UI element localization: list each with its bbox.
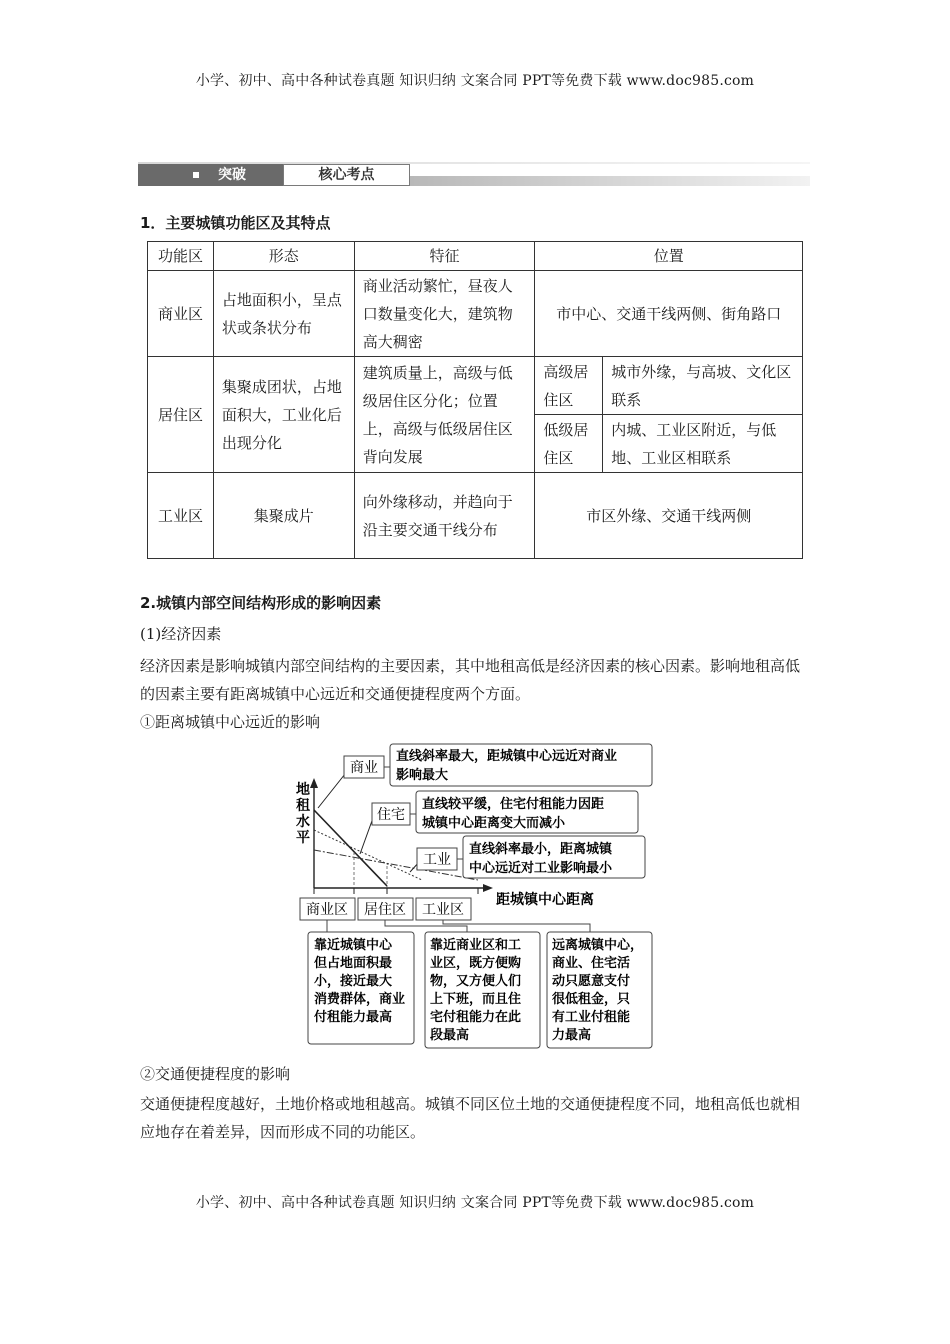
residential-note-line2: 城镇中心距离变大而减小 — [422, 816, 566, 831]
subsection-economic: (1)经济因素 — [140, 625, 222, 643]
zone-desc-connectors — [327, 920, 590, 932]
square-bullet-icon — [193, 172, 199, 178]
section-banner — [138, 162, 810, 190]
residential-rent-line — [314, 830, 422, 880]
zone-residential-label: 居住区 — [364, 902, 406, 918]
header-cell: 功能区 — [148, 242, 214, 271]
form-cell: 集聚成片 — [213, 473, 354, 559]
sub-zone-cell: 高级居住区 — [535, 357, 603, 415]
residential-note-line1: 直线较平缓，住宅付租能力因距 — [422, 797, 605, 812]
desc-line: 小，接近最大 — [314, 974, 393, 989]
feature-cell: 商业活动繁忙，昼夜人口数量变化大，建筑物高大稠密 — [354, 271, 535, 357]
header-cell: 形态 — [213, 242, 354, 271]
x-axis-label: 距城镇中心距离 — [496, 892, 594, 908]
location-cell: 市区外缘、交通干线两侧 — [535, 473, 803, 559]
feature-cell: 建筑质量上，高级与低级居住区分化；位置上，高级与低级居住区背向发展 — [354, 357, 535, 473]
paragraph-economic: 经济因素是影响城镇内部空间结构的主要因素，其中地租高低是经济因素的核心因素。影响地租高低的因素主要有距离城镇中心远近和交通便捷程度两个方面。 — [140, 657, 801, 703]
header-cell: 特征 — [354, 242, 535, 271]
commercial-label: 商业 — [350, 760, 378, 776]
function-zone-table — [147, 241, 803, 559]
y-axis-label-char-1: 地 — [296, 782, 310, 798]
desc-line: 商业、住宅活 — [552, 956, 631, 971]
item-distance: ①距离城镇中心远近的影响 — [140, 713, 321, 731]
banner-dark-label: 突破 — [218, 167, 246, 183]
x-axis-arrow-icon — [483, 884, 493, 892]
zone-name-cell: 商业区 — [148, 271, 214, 357]
sub-zone-cell: 低级居住区 — [535, 415, 603, 473]
feature-cell: 向外缘移动，并趋向于沿主要交通干线分布 — [354, 473, 535, 559]
desc-line: 很低租金，只 — [552, 992, 631, 1007]
page-footer: 小学、初中、高中各种试卷真题 知识归纳 文案合同 PPT等免费下载 www.doc985.com — [195, 1195, 755, 1211]
residential-label: 住宅 — [377, 807, 405, 823]
industrial-note-line1: 直线斜率最小，距离城镇 — [469, 842, 613, 857]
commercial-note-line1: 直线斜率最大，距城镇中心远近对商业 — [396, 749, 618, 764]
item-traffic: ②交通便捷程度的影响 — [140, 1065, 291, 1083]
desc-line: 物，又方便人们 — [430, 974, 522, 989]
location-cell: 城市外缘，与高坡、文化区联系 — [603, 357, 803, 415]
desc-line: 靠近商业区和工 — [430, 938, 522, 953]
table-row — [148, 357, 803, 415]
form-cell: 占地面积小，呈点状或条状分布 — [213, 271, 354, 357]
page-header: 小学、初中、高中各种试卷真题 知识归纳 文案合同 PPT等免费下载 www.doc985.com — [195, 73, 755, 89]
zone-commercial-label: 商业区 — [306, 902, 348, 918]
commercial-note-line2: 影响最大 — [396, 768, 449, 783]
table-header-row — [148, 242, 803, 271]
table-row — [148, 473, 803, 559]
desc-line: 远离城镇中心， — [552, 938, 644, 953]
table-row — [148, 271, 803, 357]
desc-line: 付租能力最高 — [314, 1010, 393, 1025]
section1-title: 1．主要城镇功能区及其特点 — [140, 214, 331, 232]
y-axis-label-char-3: 水 — [296, 814, 310, 830]
industrial-note-line2: 中心远近对工业影响最小 — [469, 861, 613, 876]
desc-line: 靠近城镇中心 — [314, 938, 393, 953]
zone-name-cell: 居住区 — [148, 357, 214, 473]
y-axis-label — [296, 781, 315, 846]
desc-line: 宅付租能力在此 — [430, 1010, 522, 1025]
location-cell: 内城、工业区附近，与低地、工业区相联系 — [603, 415, 803, 473]
location-cell: 市中心、交通干线两侧、街角路口 — [535, 271, 803, 357]
y-axis-label-char-2: 租 — [296, 798, 310, 814]
desc-line: 上下班，而且住 — [430, 992, 522, 1007]
residential-leader — [360, 818, 373, 854]
form-cell: 集聚成团状，占地面积大，工业化后出现分化 — [213, 357, 354, 473]
zone-name-cell: 工业区 — [148, 473, 214, 559]
desc-line: 动只愿意支付 — [552, 974, 631, 989]
banner-dark-tab — [138, 164, 283, 186]
desc-line: 业区，既方便购 — [430, 956, 522, 971]
paragraph-traffic: 交通便捷程度越好，土地价格或地租越高。城镇不同区位土地的交通便捷程度不同，地租高低也就相应地存在着差异，因而形成不同的功能区。 — [140, 1095, 801, 1141]
header-cell: 位置 — [535, 242, 803, 271]
desc-line: 段最高 — [430, 1028, 470, 1043]
commercial-leader — [318, 774, 345, 808]
section2-title: 2.城镇内部空间结构形成的影响因素 — [140, 594, 382, 612]
desc-line: 有工业付租能 — [552, 1010, 631, 1025]
industrial-label: 工业 — [423, 852, 451, 868]
zone-tick-marks — [314, 888, 478, 894]
desc-line: 但占地面积最 — [314, 956, 393, 971]
zone-industrial-label: 工业区 — [422, 902, 464, 918]
banner-fade-bar — [410, 176, 810, 186]
desc-line: 力最高 — [552, 1028, 592, 1043]
y-axis-label-char-4: 平 — [296, 830, 310, 846]
banner-light-tab: 核心考点 — [283, 164, 410, 186]
rent-distance-diagram — [290, 738, 660, 1053]
desc-line: 消费群体，商业 — [314, 992, 406, 1007]
